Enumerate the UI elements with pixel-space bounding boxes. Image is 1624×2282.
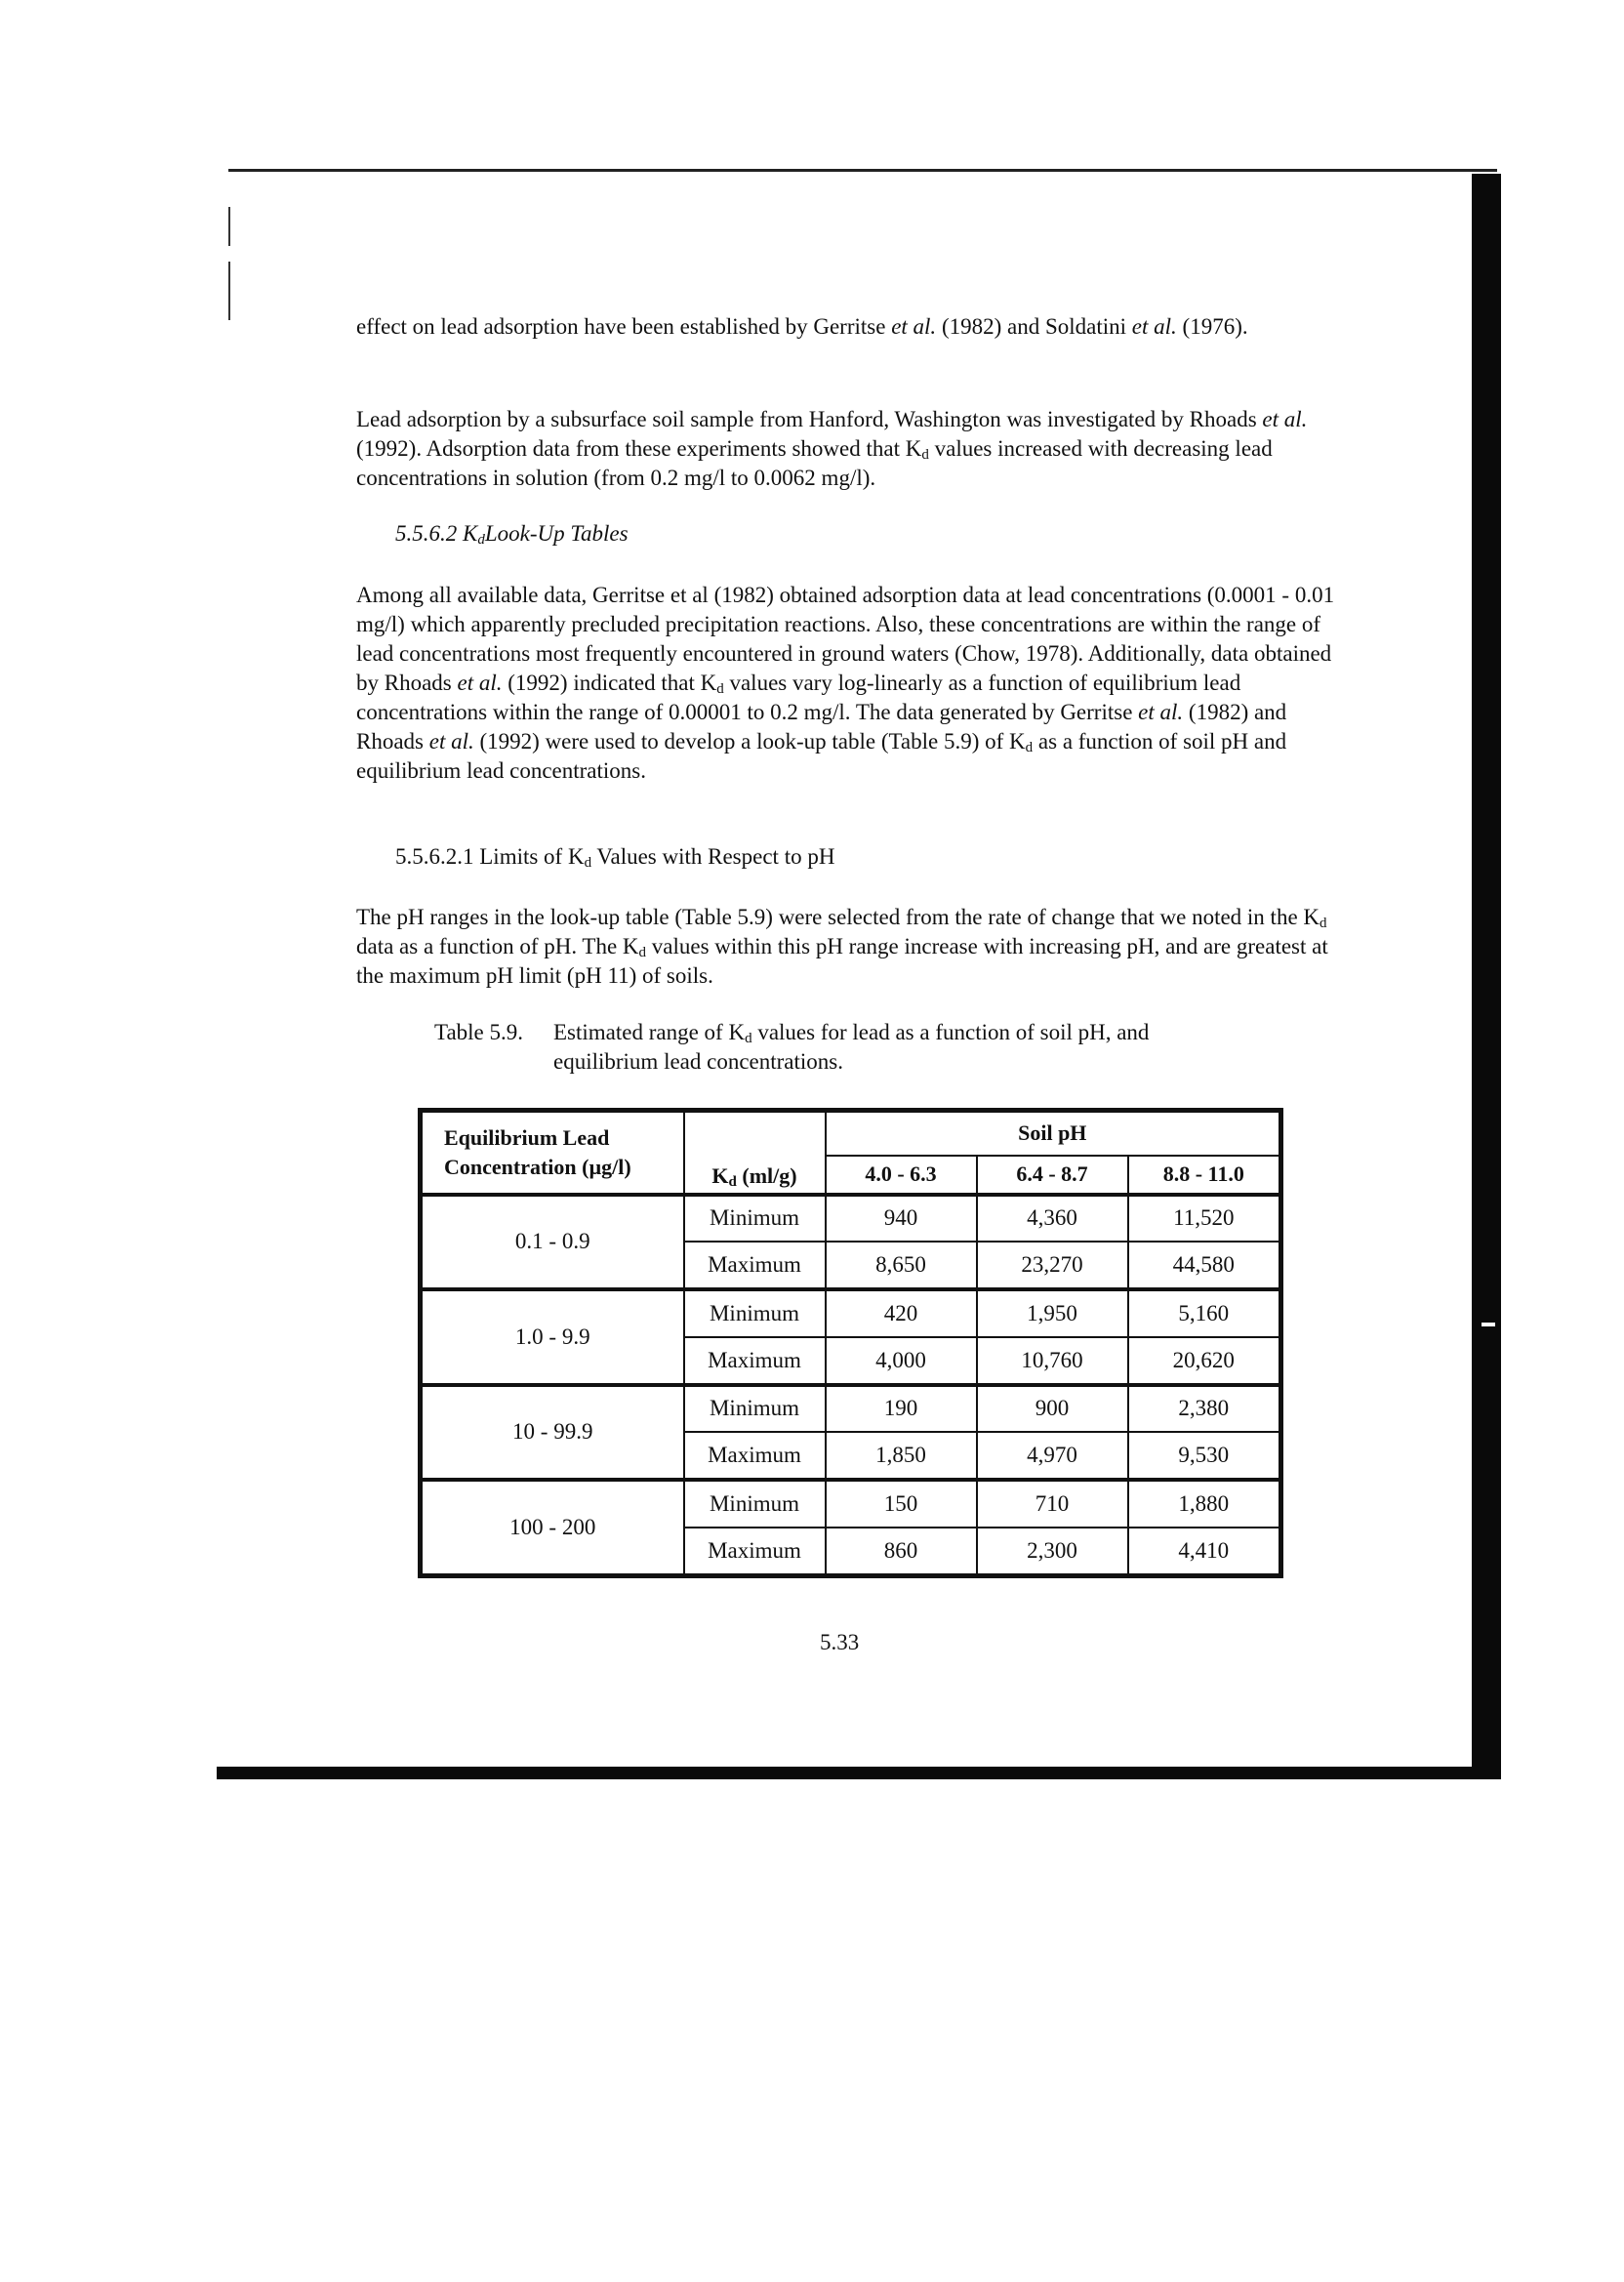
value-cell: 4,410 — [1128, 1528, 1281, 1576]
value-cell: 710 — [977, 1480, 1128, 1528]
concentration-cell: 10 - 99.9 — [421, 1385, 684, 1481]
scan-left-mark — [228, 262, 230, 320]
value-cell: 23,270 — [977, 1242, 1128, 1289]
kd-label-cell: Maximum — [684, 1528, 826, 1576]
value-cell: 9,530 — [1128, 1432, 1281, 1480]
value-cell: 1,850 — [826, 1432, 977, 1480]
scan-bottom-edge — [217, 1767, 1482, 1779]
header-concentration: Equilibrium Lead Concentration (µg/l) — [421, 1111, 684, 1195]
concentration-cell: 1.0 - 9.9 — [421, 1289, 684, 1385]
value-cell: 4,360 — [977, 1195, 1128, 1243]
table-row — [421, 1195, 1281, 1243]
concentration-cell: 100 - 200 — [421, 1480, 684, 1575]
kd-label-cell: Maximum — [684, 1242, 826, 1289]
table-row — [421, 1289, 1281, 1337]
value-cell: 2,380 — [1128, 1385, 1281, 1433]
value-cell: 860 — [826, 1528, 977, 1576]
kd-lookup-table — [418, 1108, 1283, 1578]
value-cell: 190 — [826, 1385, 977, 1433]
scan-right-edge — [1472, 174, 1501, 1779]
kd-label-cell: Minimum — [684, 1480, 826, 1528]
value-cell: 420 — [826, 1289, 977, 1337]
kd-label-cell: Maximum — [684, 1337, 826, 1385]
value-cell: 900 — [977, 1385, 1128, 1433]
kd-label-cell: Minimum — [684, 1289, 826, 1337]
table-row — [421, 1480, 1281, 1528]
section-heading-5-5-6-2-1: 5.5.6.2.1 Limits of $K_d$ Values with Respect to pH — [395, 844, 835, 871]
value-cell: 11,520 — [1128, 1195, 1281, 1243]
scan-edge-gap — [1482, 1323, 1495, 1326]
page-number: 5.33 — [820, 1630, 860, 1654]
paragraph-1: effect on lead adsorption have been established by Gerritse et al. (1982) and Soldatini et al. (1976). — [356, 314, 1248, 339]
concentration-cell: 0.1 - 0.9 — [421, 1195, 684, 1290]
scan-left-mark — [228, 207, 230, 246]
value-cell: 20,620 — [1128, 1337, 1281, 1385]
header-kd: $K_d$ (ml/g) — [684, 1111, 826, 1195]
value-cell: 10,760 — [977, 1337, 1128, 1385]
section-heading-5-5-6-2: 5.5.6.2 $K_dLook-Up$ Tables — [395, 521, 629, 548]
header-ph-range: 4.0 - 6.3 — [826, 1156, 977, 1195]
table-row — [421, 1385, 1281, 1433]
paragraph-4: The pH ranges in the look-up table (Table 5.9) were selected from the rate of change that we noted in the $K_d$ data as a function of pH. The $K_d$ values within this pH range increase with increasing pH, and are greatest at the maximum pH limit (pH 11) of soils. — [356, 905, 1328, 988]
value-cell: 4,970 — [977, 1432, 1128, 1480]
value-cell: 8,650 — [826, 1242, 977, 1289]
value-cell: 4,000 — [826, 1337, 977, 1385]
kd-label-cell: Minimum — [684, 1385, 826, 1433]
header-ph-range: 8.8 - 11.0 — [1128, 1156, 1281, 1195]
paragraph-3: Among all available data, Gerritse et al (1982) obtained adsorption data at lead concentrations (0.0001 - 0.01 mg/l) which apparently precluded precipitation reactions. Also, these concentrations are within the range of lead concentrations most frequently encountered in ground waters (Chow, 1978). Additionally, data obtained by Rhoads et al. (1992) indicated that $K_d$ values vary log-linearly as a function of equilibrium lead concentrations within the range of 0.00001 to 0.2 mg/l. The data generated by Gerritse et al. (1982) and Rhoads et al. (1992) were used to develop a look-up table (Table 5.9) of $K_d$ as a function of soil pH and equilibrium lead concentrations. — [356, 583, 1335, 783]
value-cell: 5,160 — [1128, 1289, 1281, 1337]
kd-label-cell: Minimum — [684, 1195, 826, 1243]
table-caption: Table 5.9. Estimated range of $K_d$ values for lead as a function of soil pH, and equilibrium lead concentrations. — [434, 1020, 1150, 1074]
value-cell: 150 — [826, 1480, 977, 1528]
value-cell: 940 — [826, 1195, 977, 1243]
kd-label-cell: Maximum — [684, 1432, 826, 1480]
value-cell: 1,880 — [1128, 1480, 1281, 1528]
header-ph-range: 6.4 - 8.7 — [977, 1156, 1128, 1195]
page-top-rule — [228, 169, 1497, 172]
value-cell: 1,950 — [977, 1289, 1128, 1337]
value-cell: 2,300 — [977, 1528, 1128, 1576]
value-cell: 44,580 — [1128, 1242, 1281, 1289]
paragraph-2: Lead adsorption by a subsurface soil sample from Hanford, Washington was investigated by Rhoads et al. (1992). Adsorption data from these experiments showed that $K_d$ values increased with decreasing lead concentrations in solution (from 0.2 mg/l to 0.0062 mg/l). — [356, 407, 1308, 490]
header-soil-ph: Soil pH — [826, 1111, 1281, 1156]
